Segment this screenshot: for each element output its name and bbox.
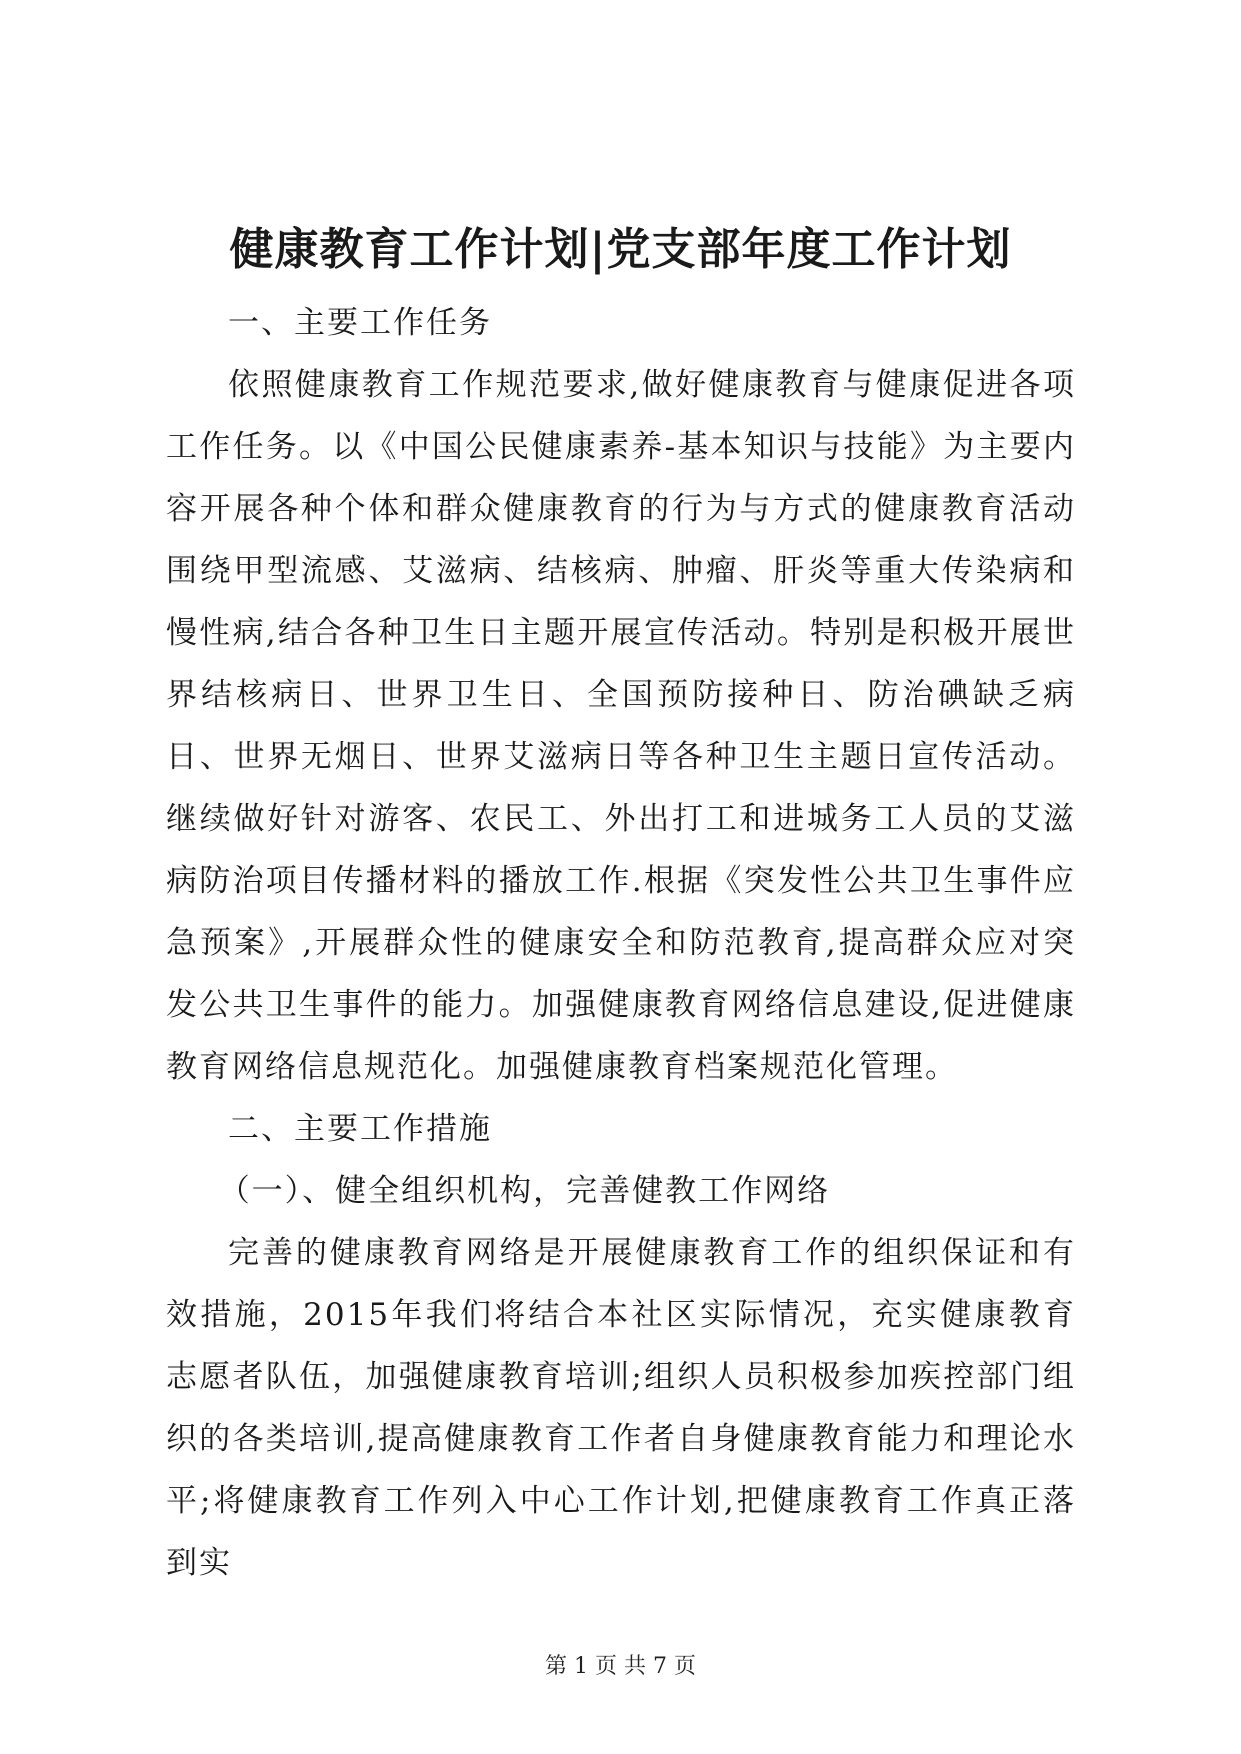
body-paragraph-2: 完善的健康教育网络是开展健康教育工作的组织保证和有效措施，2015年我们将结合本社区实际情况，充实健康教育志愿者队伍，加强健康教育培训;组织人员积极参加疾控部门组织的各类培训,提高健康教育工作者自身健康教育能力和理论水平;将健康教育工作列入中心工作计划,把健康教育工作真正落到实 — [166, 1235, 1076, 1581]
page-number-footer: 第 1 页 共 7 页 — [545, 1654, 696, 1679]
document-body — [166, 292, 1076, 1594]
document-title: 健康教育工作计划|党支部年度工作计划 — [229, 224, 1012, 275]
section-heading-2: 二、主要工作措施 — [228, 1111, 492, 1147]
subsection-heading-1: （一）、健全组织机构，完善健教工作网络 — [218, 1173, 831, 1209]
body-paragraph-1: 依照健康教育工作规范要求,做好健康教育与健康促进各项工作任务。以《中国公民健康素养-基本知识与技能》为主要内容开展各种个体和群众健康教育的行为与方式的健康教育活动围绕甲型流感、艾滋病、结核病、肿瘤、肝炎等重大传染病和慢性病,结合各种卫生日主题开展宣传活动。特别是积极开展世界结核病日、世界卫生日、全国预防接种日、防治碘缺乏病日、世界无烟日、世界艾滋病日等各种卫生主题日宣传活动。继续做好针对游客、农民工、外出打工和进城务工人员的艾滋病防治项目传播材料的播放工作.根据《突发性公共卫生事件应急预案》,开展群众性的健康安全和防范教育,提高群众应对突发公共卫生事件的能力。加强健康教育网络信息建设,促进健康教育网络信息规范化。加强健康教育档案规范化管理。 — [166, 367, 1076, 1085]
section-heading-1: 一、主要工作任务 — [228, 305, 492, 341]
